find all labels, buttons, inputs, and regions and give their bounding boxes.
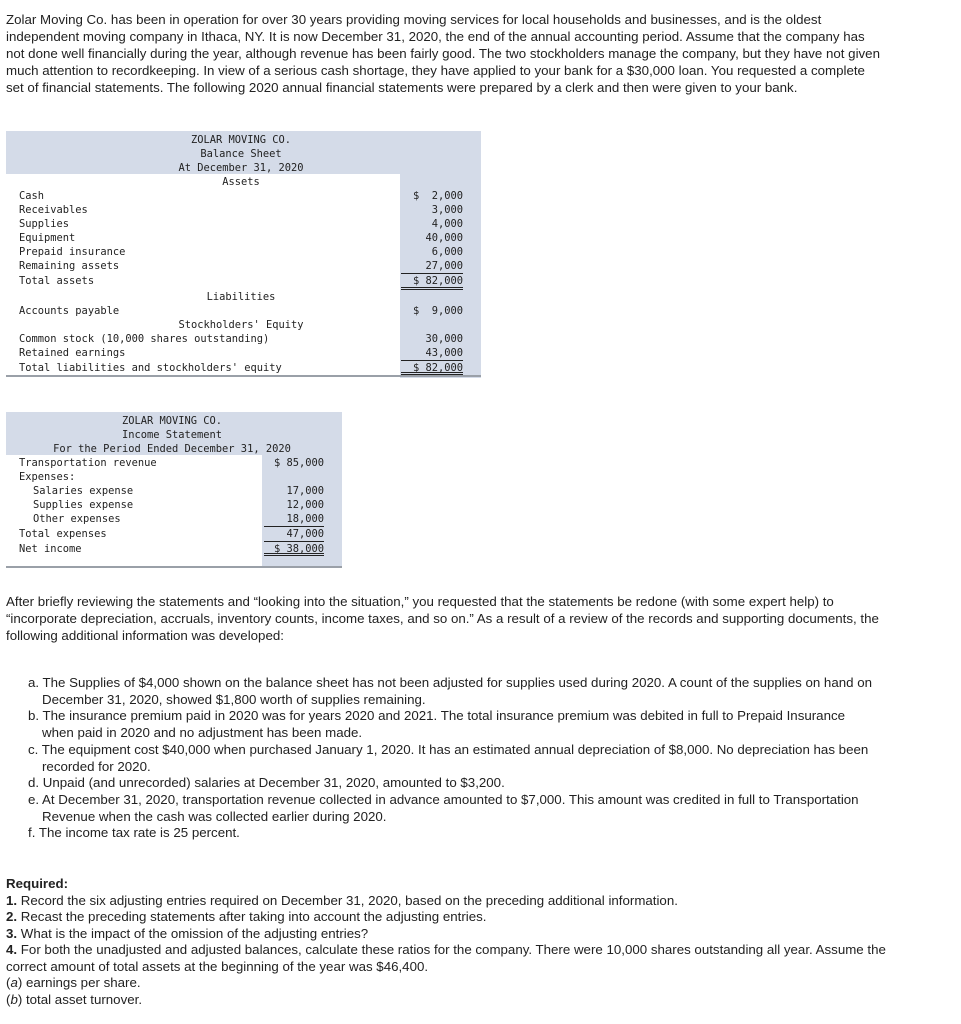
- bs-asset-label: Equipment: [19, 232, 76, 244]
- bs-asset-label: Receivables: [19, 204, 88, 216]
- is-revenue-label: Transportation revenue: [19, 457, 157, 469]
- is-net-income-value: $ 38,000: [264, 543, 324, 556]
- list-item: f. The income tax rate is 25 percent.: [28, 825, 240, 841]
- additional-information-list: [28, 675, 878, 842]
- is-expense-label: Salaries expense: [33, 485, 134, 497]
- bs-total-le-value: $ 82,000: [401, 362, 463, 375]
- is-net-income-label: Net income: [19, 543, 82, 555]
- list-item: e. At December 31, 2020, transportation revenue collected in advance amounted to $7,000. This amount was credited in full to Transportation Revenue when the cash was collected earlier during 2020.: [28, 791, 859, 824]
- list-item: b. The insurance premium paid in 2020 was for years 2020 and 2021. The total insurance premium was debited in full to Prepaid Insurance when paid in 2020 and no adjustment has been made.: [28, 708, 846, 741]
- is-expense-label: Other expenses: [33, 513, 121, 525]
- is-expense-value: 17,000: [286, 485, 324, 497]
- required-section: [6, 876, 886, 1008]
- is-total-expenses-label: Total expenses: [19, 528, 107, 540]
- review-paragraph: After briefly reviewing the statements and “looking into the situation,” you requested that the statements be redone (with some expert help) to “incorporate depreciation, accruals, inventory counts, income taxes, and so on.” As a result of a review of the records and supporting documents, the following additional information was developed:: [6, 594, 879, 643]
- is-expense-label: Supplies expense: [33, 499, 134, 511]
- required-subitem: (b) total asset turnover.: [6, 991, 143, 1007]
- bs-equity-heading: Stockholders' Equity: [178, 319, 304, 331]
- bs-retained-earnings-label: Retained earnings: [19, 347, 126, 359]
- is-company: ZOLAR MOVING CO.: [121, 415, 223, 427]
- bs-retained-earnings-value: 43,000: [401, 347, 463, 361]
- bs-asset-label: Prepaid insurance: [19, 246, 126, 258]
- is-expense-value: 12,000: [286, 499, 324, 511]
- bs-asset-value: 27,000: [401, 260, 463, 274]
- balance-sheet-bottom-rule: [6, 375, 481, 377]
- income-statement-bottom-rule: [6, 566, 342, 568]
- is-period: For the Period Ended December 31, 2020: [53, 443, 291, 455]
- list-item: c. The equipment cost $40,000 when purchased January 1, 2020. It has an estimated annual depreciation of $8,000. No depreciation has been recorded for 2020.: [28, 741, 869, 774]
- bs-asset-value: 3,000: [431, 204, 463, 216]
- bs-asset-value: 40,000: [425, 232, 463, 244]
- is-expense-value: 18,000: [264, 513, 324, 527]
- is-total-expenses-value: 47,000: [264, 528, 324, 542]
- bs-common-stock-label: Common stock (10,000 shares outstanding): [19, 333, 270, 345]
- bs-asset-label: Supplies: [19, 218, 70, 230]
- bs-asset-label: Remaining assets: [19, 260, 120, 272]
- bs-accounts-payable-value: $ 9,000: [412, 305, 463, 317]
- bs-asset-value: $ 2,000: [412, 190, 463, 202]
- bs-liabilities-heading: Liabilities: [206, 291, 276, 303]
- bs-date: At December 31, 2020: [178, 162, 304, 174]
- required-item: 2. Recast the preceding statements after taking into account the adjusting entries.: [6, 909, 487, 924]
- bs-total-assets-value: $ 82,000: [401, 275, 463, 290]
- bs-total-assets-label: Total assets: [19, 275, 95, 287]
- bs-asset-value: 6,000: [431, 246, 463, 258]
- list-item: a. The Supplies of $4,000 shown on the balance sheet has not been adjusted for supplies used during 2020. A count of the supplies on hand on December 31, 2020, showed $1,800 worth of supplies remaining.: [28, 675, 872, 707]
- bs-common-stock-value: 30,000: [425, 333, 463, 345]
- bs-assets-heading: Assets: [222, 176, 260, 188]
- balance-sheet: [6, 131, 481, 378]
- required-item: 4. For both the unadjusted and adjusted balances, calculate these ratios for the company. There were 10,000 shares outstanding all year. Assume the correct amount of total assets at the beginning of the year was $46,400.: [6, 942, 886, 974]
- required-item: 1. Record the six adjusting entries required on December 31, 2020, based on the preceding additional information.: [6, 892, 678, 908]
- bs-asset-label: Cash: [19, 190, 45, 202]
- is-expenses-heading: Expenses:: [19, 471, 76, 483]
- bs-total-le-label: Total liabilities and stockholders' equity: [19, 362, 282, 374]
- required-subitem: (a) earnings per share.: [6, 975, 141, 990]
- bs-accounts-payable-label: Accounts payable: [19, 305, 120, 317]
- intro-paragraph: Zolar Moving Co. has been in operation for over 30 years providing moving services for local households and businesses, and is the oldest independent moving company in Ithaca, NY. It is now December 31, 2020, the end of the annual accounting period. Assume that the company has not done well financially during the year, although revenue has been fairly good. The two stockholders manage the company, but they have not given much attention to recordkeeping. In view of a serious cash shortage, they have applied to your bank for a $30,000 loan. You requested a complete set of financial statements. The following 2020 annual financial statements were prepared by a clerk and then were given to your bank.: [6, 12, 880, 95]
- is-title: Income Statement: [121, 429, 223, 441]
- required-heading: Required:: [6, 876, 69, 891]
- bs-asset-value: 4,000: [431, 218, 463, 230]
- required-item: 3. What is the impact of the omission of the adjusting entries?: [6, 925, 369, 941]
- is-revenue-value: $ 85,000: [273, 457, 324, 469]
- income-statement: [6, 412, 342, 568]
- list-item: d. Unpaid (and unrecorded) salaries at December 31, 2020, amounted to $3,200.: [28, 775, 505, 791]
- bs-company: ZOLAR MOVING CO.: [190, 134, 292, 146]
- bs-title: Balance Sheet: [200, 148, 282, 160]
